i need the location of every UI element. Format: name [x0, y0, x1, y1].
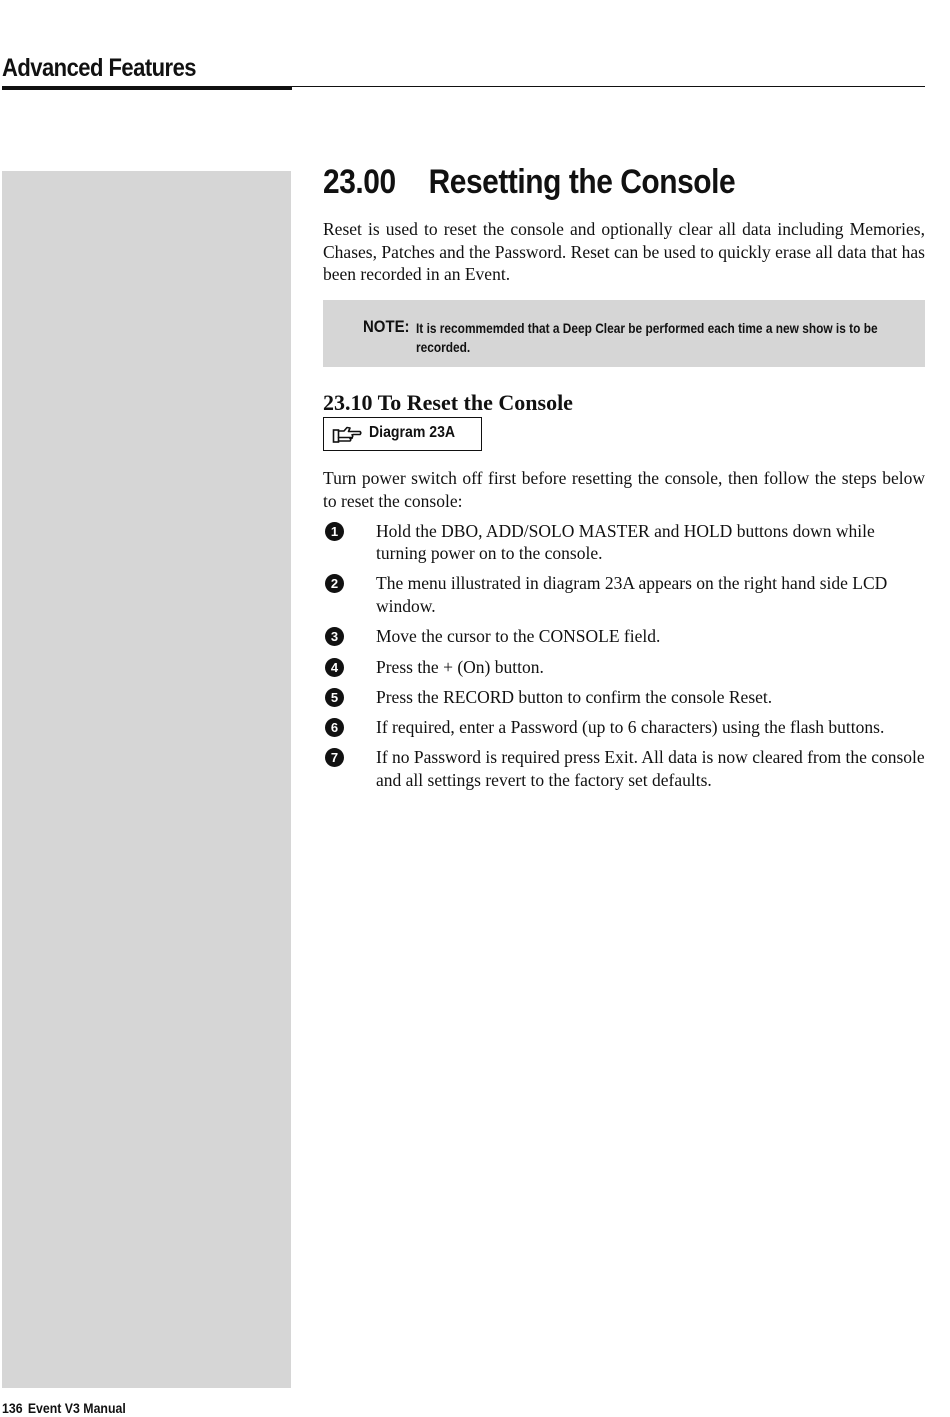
step-text: If required, enter a Password (up to 6 characters) using the flash buttons. [376, 716, 885, 737]
page-header-title: Advanced Features [2, 54, 196, 82]
step-text: Hold the DBO, ADD/SOLO MASTER and HOLD buttons down while turning power on to the console. [376, 520, 875, 564]
step-text: Move the cursor to the CONSOLE field. [376, 626, 661, 647]
note-label: NOTE: [363, 317, 410, 337]
step-number-badge: 4 [325, 658, 344, 677]
section-title-text: Resetting the Console [428, 163, 736, 201]
section-intro: Reset is used to reset the console and optionally clear all data including Memories, Chases, Patches and the Password. Reset can be used to quickly erase all data that has been recorded in an Event. [323, 219, 925, 285]
note-box [323, 300, 925, 367]
step-item [323, 572, 925, 617]
step-text: If no Password is required press Exit. All data is now cleared from the console and all settings revert to the factory set defaults. [376, 747, 925, 790]
step-number-badge: 2 [325, 574, 344, 593]
step-text: Press the + (On) button. [376, 656, 544, 677]
main-content [323, 160, 925, 799]
step-number-badge: 7 [325, 748, 344, 767]
note-text: It is recommemded that a Deep Clear be performed each time a new show is to be recorded. [416, 320, 878, 356]
section-title [323, 160, 853, 204]
step-number-badge: 6 [325, 718, 344, 737]
pointing-hand-icon [332, 423, 362, 445]
step-item [323, 716, 925, 739]
section-number: 23.00 [323, 163, 396, 201]
steps-intro: Turn power switch off first before resetting the console, then follow the steps below to reset the console: [323, 468, 925, 511]
step-text: The menu illustrated in diagram 23A appears on the right hand side LCD window. [376, 573, 888, 617]
page-number: 136 [2, 1400, 23, 1416]
margin-sidebar [2, 171, 291, 1388]
step-number-badge: 5 [325, 688, 344, 707]
page-footer [2, 1400, 126, 1416]
header-rule-thick [2, 86, 292, 90]
diagram-label: Diagram 23A [369, 424, 456, 442]
subsection-title: 23.10 To Reset the Console [323, 390, 573, 416]
step-number-badge: 3 [325, 627, 344, 646]
step-item [323, 746, 925, 791]
step-item [323, 520, 925, 565]
diagram-reference [323, 417, 482, 451]
step-item [323, 625, 925, 648]
header-rule-thin [292, 86, 925, 87]
step-item [323, 656, 925, 679]
step-number-badge: 1 [325, 522, 344, 541]
step-text: Press the RECORD button to confirm the console Reset. [376, 686, 773, 707]
step-item [323, 686, 925, 709]
steps-list [323, 520, 925, 792]
manual-title: Event V3 Manual [27, 1400, 126, 1416]
